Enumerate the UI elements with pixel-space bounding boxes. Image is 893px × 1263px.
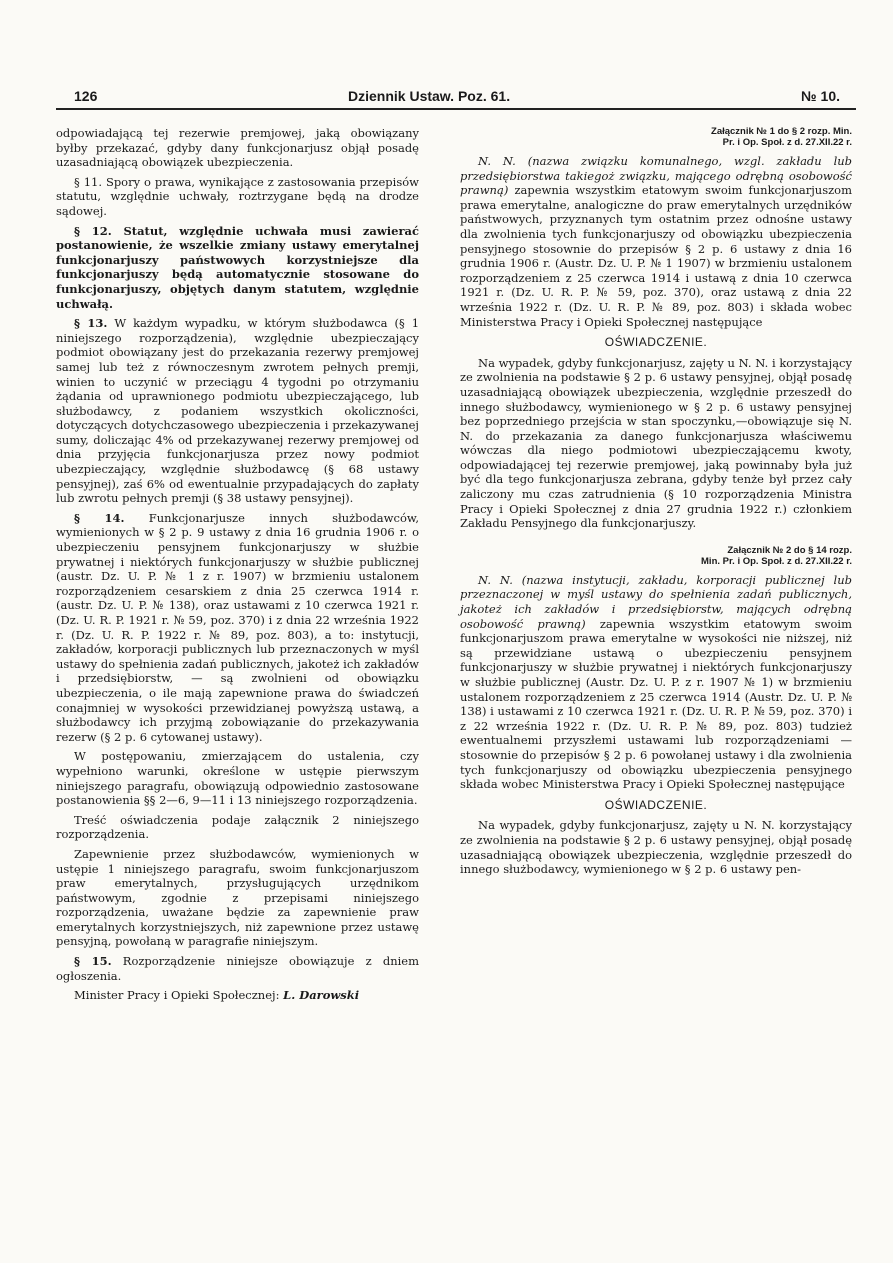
annex-1-reference [460, 126, 852, 148]
annex-2-party-name: N. N. [478, 572, 513, 587]
section-13-text: W każdym wypadku, w którym służbodawca (§ 1 niniejszego rozporządzenia), względnie ubezpieczający podmiot obowiązany jest do przekazania rezerwy premjowej samej lub też z równoczesnym zwrotem pełnych premji, winien to uczynić w przeciągu 4 tygodni po otrzymaniu żądania od uprawnionego podmiotu ubezpieczającego, lub służbodawcy, z podaniem wszystkich okoliczności, dotyczących dotychczasowego ubezpieczenia i przekazywanej sumy, doliczając 4% od przekazywanej rezerwy premjowej od dnia przyjęcia funkcjonarjusza przez nowy podmiot ubezpieczający, względnie służbodawcę (§ 68 ustawy pensyjnej), zaś 6% od ewentualnie przypadających do zapłaty lub zwrotu pełnych premji (§ 38 ustawy pensyjnej). [56, 316, 420, 506]
right-column [460, 126, 852, 882]
section-14-text: Funkcjonarjusze innych służbodawców, wymienionych w § 2 p. 9 ustawy z dnia 16 grudnia 1906 r. o ubezpieczeniu pensyjnem funkcjonarjuszy w służbie prywatnej i niektórych funkcjonarjuszy w służbie publicznej (austr. Dz. U. P. № 1 z r. 1907) w brzmieniu ustalonem rozporządzeniem cesarskiem z dnia 25 czerwca 1914 r. (austr. Dz. U. P. № 138), oraz ustawami z 10 czerwca 1921 r. (Dz. U. R. P. 1921 r. № 59, poz. 370) i z dnia 22 września 1922 r. (Dz. U. R. P. 1922 r. № 89, poz. 803), a to: instytucji, zakładów, korporacji publicznych lub przeznaczonych w myśl ustawy do spełnienia zadań publicznych, jakoteż ich zakładów i przedsiębiorstw, — są zwolnieni od obowiązku ubezpieczenia, o ile mają zapewnione prawa do świadczeń conajmniej w wysokości przewidzianej powyższą ustawą, a służbodawcy ich przyjmą zobowiązanie do przekazywania rezerw (§ 2 p. 6 cytowanej ustawy). [56, 510, 420, 744]
section-12-label: § 12. [74, 223, 112, 238]
declaration-heading-2: OŚWIADCZENIE. [604, 797, 708, 812]
declaration-2-text: Na wypadek, gdyby funkcjonarjusz, zajęty u N. N. korzystający ze zwolnienia na podstawie § 2 p. 6 ustawy pensyjnej, objął posadę uzasadniającą obowiązek ubezpieczenia, względnie przeszedł do innego służbodawcy, wymienionego w § 2 p. 6 ustawy pen- [460, 818, 852, 877]
section-11-label: § 11. [74, 174, 102, 189]
annex-2-line-2: Min. Pr. i Op. Społ. z d. 27.XII.22 r. [701, 555, 852, 567]
section-14 [56, 511, 419, 745]
annex-1-preamble [460, 154, 852, 329]
signature [56, 988, 419, 1003]
section-11-text: Spory o prawa, wynikające z zastosowania przepisów statutu, względnie uchwały, roztrzygane będą na drodze sądowej. [56, 174, 419, 218]
annex-1-preamble-text: zapewnia wszystkim etatowym swoim funkcjonarjuszom prawa emerytalne, analogiczne do praw emerytalnych urzędników państwowych, przyznanych tym ostatnim przez odnośne ustawy dla zwolnienia tych funkcjonarjuszy od obowiązku ubezpieczenia pensyjnego stosownie do przepisów § 2 p. 6 ustawy z dnia 16 grudnia 1906 r. (Austr. Dz. U. P. № 1 1907) w brzmieniu ustalonem rozporządzeniem z 25 czerwca 1914 i ustawą z dnia 10 czerwca 1921 r. (Dz. U. R. P. № 59, poz. 370), oraz ustawą z dnia 22 września 1922 r. (Dz. U. R. P. № 89, poz. 803) i składa wobec Ministerstwa Pracy i Opieki Społecznej następujące [460, 183, 852, 329]
section-13-label: § 13. [74, 316, 108, 331]
issue-number: № 10. [801, 88, 840, 104]
section-14-label: § 14. [74, 510, 125, 525]
annex-1-party-name: N. N. [478, 154, 516, 168]
section-12-text: Statut, względnie uchwała musi zawierać postanowienie, że wszelkie zmiany ustawy emerytalnej funkcjonarjuszy państwowych korzystniejsze dla funkcjonarjuszy będą automatycznie stosowane do funkcjonarjuszy, objętych danym statutem, względnie uchwałą. [56, 223, 419, 311]
page-header [56, 86, 856, 110]
left-column [56, 126, 419, 1008]
annex-1-line-1: Załącznik № 1 do § 2 rozp. Min. [711, 126, 852, 137]
section-12 [56, 224, 419, 312]
paragraph-procedure: W postępowaniu, zmierzającem do ustalenia, czy wypełniono warunki, określone w ustępie pierwszym niniejszego paragrafu, obowiązują odpowiednio zastosowane postanowienia §§ 2—6, 9—11 i 13 niniejszego rozporządzenia. [56, 749, 419, 808]
declaration-1-text: Na wypadek, gdyby funkcjonarjusz, zajęty u N. N. i korzystający ze zwolnienia na podstawie § 2 p. 6 ustawy pensyjnej, objął posadę uzasadniającą obowiązek ubezpieczenia, względnie przeszedł do innego służbodawcy, wymienionego w § 2 p. 6 ustawy pensyjnej bez poprzedniego przejścia w stan spoczynku,—obowiązuje się N. N. do przekazania za danego funkcjonarjusza właściwemu wówczas dla niego podmiotowi ubezpieczającemu kwoty, odpowiadającej tej rezerwie premjowej, jaką powinnaby była już być dla tego funkcjonarjusza zebrana, gdyby tenże był przez cały zaliczony mu czas zatrudnienia (§ 10 rozporządzenia Ministra Pracy i Opieki Społecznej z dnia 27 grudnia 1922 r.) członkiem Zakładu Pensyjnego dla funkcjonarjuszy. [460, 355, 852, 531]
annex-2-line-1: Załącznik № 2 do § 14 rozp. [727, 544, 852, 556]
section-15 [56, 954, 419, 983]
paragraph-continuation: odpowiadającą tej rezerwie premjowej, jaką obowiązany byłby przekazać, gdyby dany funkcjonarjusz objął posadę uzasadniającą obowiązek ubezpieczenia. [56, 126, 419, 170]
journal-title: Dziennik Ustaw. Poz. 61. [348, 88, 511, 104]
annex-1-line-2: Pr. i Op. Społ. z d. 27.XII.22 r. [722, 137, 852, 148]
annex-2-reference [460, 545, 852, 567]
paragraph-assurance: Zapewnienie przez służbodawców, wymienionych w ustępie 1 niniejszego paragrafu, swoim funkcjonarjuszom praw emerytalnych, przysługujących urzędnikom państwowym, zgodnie z przepisami niniejszego rozporządzenia, uważane będzie za zapewnienie praw emerytalnych korzystniejszych, niż zapewnione przez ustawę pensyjną, powołaną w paragrafie niniejszym. [56, 846, 419, 949]
signature-title: Minister Pracy i Opieki Społecznej: [74, 988, 280, 1003]
annex-2-preamble-text: zapewnia wszystkim etatowym swoim funkcjonarjuszom prawa emerytalne w wysokości nie niższej, niż są przewidziane ustawą o ubezpieczeniu pensyjnem funkcjonarjuszy w służbie prywatnej i niektórych funkcjonarjuszy w służbie publicznej (Austr. Dz. U. P. z r. 1907 № 1) w brzmieniu ustalonem rozporządzeniem z 25 czerwca 1914 (Austr. Dz. U. P. № 138) i ustawami z 10 czerwca 1921 r. (Dz. U. R. P. № 59, poz. 370) i z 22 września 1922 r. (Dz. U. R. P. № 89, poz. 803) tudzież ewentualnemi przyszłemi ustawami lub rozporządzeniami — stosownie do przepisów § 2 p. 6 powołanej ustawy i dla zwolnienia tych funkcjonarjuszy od obowiązku ubezpieczenia pensyjnego składa wobec Ministerstwa Pracy i Opieki Społecznej następujące [460, 616, 853, 792]
annex-1-party-desc: (nazwa związku komunalnego, wzgl. zakładu lub przedsiębiorstwa takiegoż związku, mającego odrębną osobowość prawną) [460, 154, 853, 198]
declaration-heading-1: OŚWIADCZENIE. [604, 335, 708, 350]
annex-2-preamble [460, 573, 852, 792]
page-number: 126 [74, 88, 98, 104]
section-15-text: Rozporządzenie niniejsze obowiązuje z dniem ogłoszenia. [56, 954, 419, 983]
section-11 [56, 175, 419, 219]
signature-name: L. Darowski [283, 988, 360, 1003]
document-page [56, 86, 856, 1003]
paragraph-declaration-content: Treść oświadczenia podaje załącznik 2 niniejszego rozporządzenia. [56, 812, 419, 842]
section-15-label: § 15. [74, 954, 112, 969]
annex-2-party-desc: (nazwa instytucji, zakładu, korporacji publicznej lub przeznaczonej w myśl ustawy do spełnienia zadań publicznych, jakoteż ich zakładów i przedsiębiorstw, mających odrębną osobowość prawną) [460, 572, 852, 631]
section-13 [56, 316, 419, 506]
